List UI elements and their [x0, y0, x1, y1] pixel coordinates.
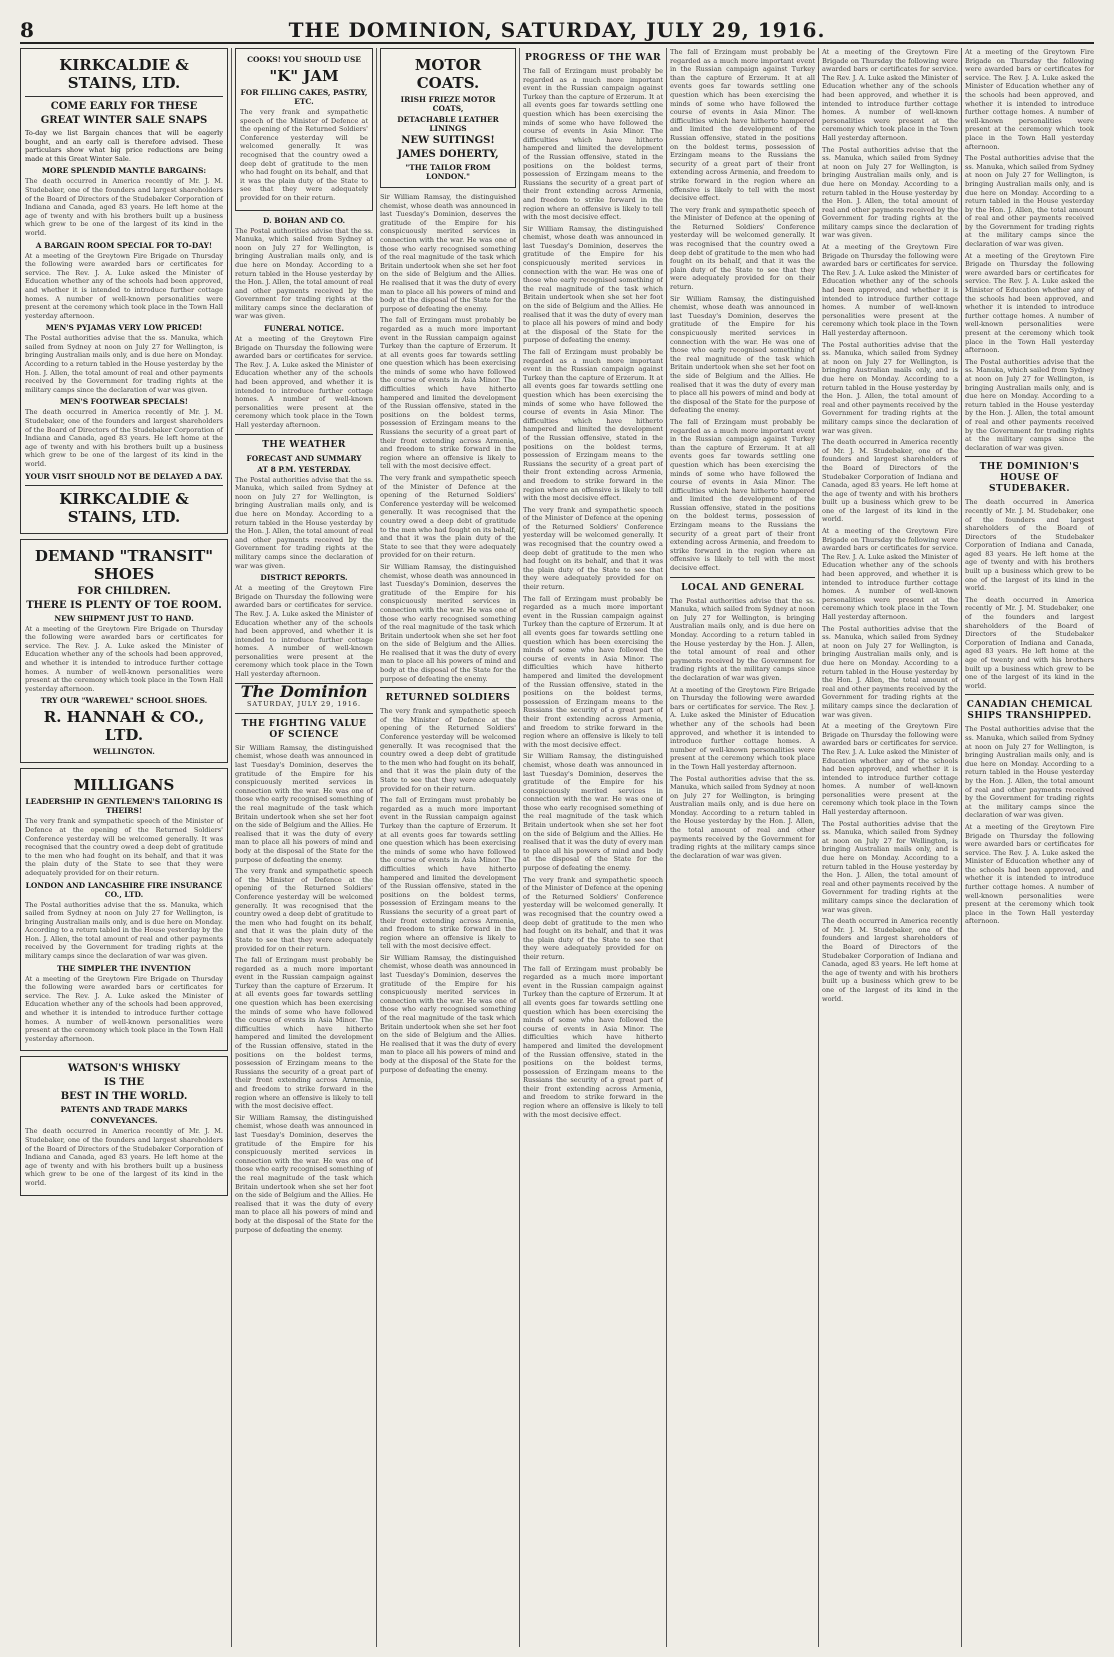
ad-heading: CONVEYANCES.: [90, 1116, 158, 1126]
ad-body: The death occurred in America recently of Mr. J. M. Studebaker, one of the founders and largest shareholders of the Board of Directors of the Studebaker Corporation of Indiana and Canada, aged 83 years. He left home at the age of twenty and with his brothers built up a business which grew to be one of the largest of its kind in the world.: [25, 1127, 223, 1187]
column-2: [235, 48, 373, 1647]
ad-heading: THE SIMPLER THE INVENTION: [57, 963, 191, 973]
ad-subheading: FOR CHILDREN.: [77, 585, 171, 597]
ad-body: The very frank and sympathetic speech of the Minister of Defence at the opening of the Returned Soldiers' Conference yesterday will be welcomed generally. It was recognised that the country owed a deep debt of gratitude to the men who had fought on its behalf, and that it was the plain duty of the State to see that they were adequately provided for on their return.: [240, 108, 368, 202]
editorial-body: The very frank and sympathetic speech of the Minister of Defence at the opening of the Returned Soldiers' Conference yesterday will be welcomed generally. It was recognised that the country owed a deep debt of gratitude to the men who had fought on its behalf, and that it was the plain duty of the State to see that they were adequately provided for on their return.: [235, 867, 373, 953]
editorial-body: The fall of Erzingam must probably be regarded as a much more important event in the Russian campaign against Turkey than the capture of Erzerum. It at all events goes far towards settling one question which has been exercising the minds of some who have followed the course of events in Asia Minor. The difficulties which have hitherto hampered and limited the development of the Russian offensive, stated in the positions on the boldest terms, possession of Erzingam means to the Russians the security of a great part of their front extending across Armenia, and freedom to strike forward in the region where an offensive is likely to tell with the most decisive effect.: [380, 316, 516, 471]
ad-heading: MILLIGANS: [73, 776, 175, 795]
editorial-body: Sir William Ramsay, the distinguished chemist, whose death was announced in last Tuesday's Dominion, deserves the gratitude of the Empire for his conspicuously merited services in connection with the war. He was one of those who early recognised something of the real magnitude of the task which Britain undertook when she set her foot on the side of Belgium and the Allies. He realised that it was the duty of every man to place all his powers of mind and body at the disposal of the State for the purpose of defeating the enemy.: [235, 743, 373, 864]
ad-heading: LONDON AND LANCASHIRE FIRE INSURANCE CO., LTD.: [25, 880, 223, 899]
ad-subheading: IRISH FRIEZE MOTOR COATS,: [400, 95, 496, 113]
ad-body: The Postal authorities advise that the ss. Manuka, which sailed from Sydney at noon on July 27 for Wellington, is bringing Australian mails only, and is due here on Monday. According to a return tabled in the House yesterday by the Hon. J. Allen, the total amount of real and other payments received by the Government for trading rights at the military camps since the declaration of war was given.: [235, 226, 373, 321]
advertisement-watsons-whisky: [20, 1056, 228, 1195]
ad-heading: DEMAND "TRANSIT" SHOES: [34, 546, 214, 583]
article-body: The fall of Erzingam must probably be regarded as a much more important event in the Russian campaign against Turkey than the capture of Erzerum. It at all events goes far towards settling one question which has been exercising the minds of some who have followed the course of events in Asia Minor. The difficulties which have hitherto hampered and limited the development of the Russian offensive, stated in the positions on the boldest terms, possession of Erzingam means to the Russians the security of a great part of their front extending across Armenia, and freedom to strike forward in the region where an offensive is likely to tell with the most decisive effect.: [380, 796, 516, 951]
ad-heading: KIRKCALDIE & STAINS, LTD.: [59, 489, 189, 526]
advertisement-kirkcaldie-sale: [20, 48, 228, 534]
ad-body: The Postal authorities advise that the ss. Manuka, which sailed from Sydney at noon on July 27 for Wellington, is bringing Australian mails only, and is due here on Monday. According to a return tabled in the House yesterday by the Hon. J. Allen, the total amount of real and other payments received by the Government for trading rights at the military camps since the declaration of war was given.: [25, 334, 223, 394]
article-heading: THE DOMINION'S HOUSE OF STUDEBAKER.: [979, 462, 1080, 495]
article-body: Sir William Ramsay, the distinguished chemist, whose death was announced in last Tuesday's Dominion, deserves the gratitude of the Empire for his conspicuously merited services in connection with the war. He was one of those who early recognised something of the real magnitude of the task which Britain undertook when she set her foot on the side of Belgium and the Allies. He realised that it was the duty of every man to place all his powers of mind and body at the disposal of the State for the purpose of defeating the enemy.: [380, 953, 516, 1074]
ad-body: The Postal authorities advise that the ss. Manuka, which sailed from Sydney at noon on July 27 for Wellington, is bringing Australian mails only, and is due here on Monday. According to a return tabled in the House yesterday by the Hon. J. Allen, the total amount of real and other payments received by the Government for trading rights at the military camps since the declaration of war was given.: [25, 900, 223, 961]
section-heading: FUNERAL NOTICE.: [264, 324, 344, 334]
ad-heading: KIRKCALDIE & STAINS, LTD.: [59, 56, 189, 92]
ad-subheading: GREAT WINTER SALE SNAPS: [40, 115, 208, 126]
article-body: The death occurred in America recently of Mr. J. M. Studebaker, one of the founders and largest shareholders of the Board of Directors of the Studebaker Corporation of Indiana and Canada, aged 83 years. He left home at the age of twenty and with his brothers built up a business which grew to be one of the largest of its kind in the world.: [822, 438, 958, 524]
newspaper-title: THE DOMINION, SATURDAY, JULY 29, 1916.: [288, 18, 826, 42]
column-6: [822, 48, 958, 1647]
advertisement-k-jam: [235, 48, 373, 211]
article-body: Sir William Ramsay, the distinguished chemist, whose death was announced in last Tuesday's Dominion, deserves the gratitude of the Empire for his conspicuously merited services in connection with the war. He was one of those who early recognised something of the real magnitude of the task which Britain undertook when she set her foot on the side of Belgium and the Allies. He realised that it was the duty of every man to place all his powers of mind and body at the disposal of the State for the purpose of defeating the enemy.: [523, 224, 663, 345]
article-body: At a meeting of the Greytown Fire Brigade on Thursday the following were awarded bars or certificates for service. The Rev. J. A. Luke asked the Minister of Education whether any of the schools had been approved, and whether it is intended to introduce further cottage homes. A number of well-known personalities were present at the ceremony which took place in the Town Hall yesterday afternoon.: [822, 722, 958, 817]
ad-subheading: FOR FILLING CAKES, PASTRY, ETC.: [240, 88, 368, 106]
editorial-body: Sir William Ramsay, the distinguished chemist, whose death was announced in last Tuesday's Dominion, deserves the gratitude of the Empire for his conspicuously merited services in connection with the war. He was one of those who early recognised something of the real magnitude of the task which Britain undertook when she set her foot on the side of Belgium and the Allies. He realised that it was the duty of every man to place all his powers of mind and body at the disposal of the State for the purpose of defeating the enemy.: [380, 562, 516, 683]
ad-section-heading: MORE SPLENDID MANTLE BARGAINS:: [41, 166, 207, 176]
ad-subheading: COME EARLY FOR THESE: [50, 101, 198, 112]
ad-section-heading: NEW SHIPMENT JUST TO HAND.: [54, 613, 194, 623]
ad-subheading: DETACHABLE LEATHER LININGS: [397, 115, 499, 133]
article-body: The Postal authorities advise that the ss. Manuka, which sailed from Sydney at noon on July 27 for Wellington, is bringing Australian mails only, and is due here on Monday. According to a return tabled in the House yesterday by the Hon. J. Allen, the total amount of real and other payments received by the Government for trading rights at the military camps since the declaration of war was given.: [822, 819, 958, 914]
article-body: The death occurred in America recently of Mr. J. M. Studebaker, one of the founders and largest shareholders of the Board of Directors of the Studebaker Corporation of Indiana and Canada, aged 83 years. He left home at the age of twenty and with his brothers built up a business which grew to be one of the largest of its kind in the world.: [965, 498, 1094, 593]
weather-body: At a meeting of the Greytown Fire Brigade on Thursday the following were awarded bars or certificates for service. The Rev. J. A. Luke asked the Minister of Education whether any of the schools had been approved, and whether it is intended to introduce further cottage homes. A number of well-known personalities were present at the ceremony which took place in the Town Hall yesterday afternoon.: [235, 584, 373, 679]
ad-callout: TRY OUR "WAREWEL" SCHOOL SHOES.: [40, 696, 208, 706]
article-body: The very frank and sympathetic speech of the Minister of Defence at the opening of the Returned Soldiers' Conference yesterday will be welcomed generally. It was recognised that the country owed a deep debt of gratitude to the men who had fought on its behalf, and that it was the plain duty of the State to see that they were adequately provided for on their return.: [670, 205, 815, 292]
advertisement-james-doherty: [380, 48, 516, 188]
article-body: At a meeting of the Greytown Fire Brigade on Thursday the following were awarded bars or certificates for service. The Rev. J. A. Luke asked the Minister of Education whether any of the schools had been approved, and whether it is intended to introduce further cottage homes. A number of well-known personalities were present at the ceremony which took place in the Town Hall yesterday afternoon.: [822, 243, 958, 337]
column-4: [523, 48, 663, 1647]
ad-section-heading: MEN'S FOOTWEAR SPECIALS!: [59, 397, 189, 407]
article-body: The fall of Erzingam must probably be regarded as a much more important event in the Russian campaign against Turkey than the capture of Erzerum. It at all events goes far towards settling one question which has been exercising the minds of some who have followed the course of events in Asia Minor. The difficulties which have hitherto hampered and limited the development of the Russian offensive, stated in the positions on the boldest terms, possession of Erzingam means to the Russians the security of a great part of their front extending across Armenia, and freedom to strike forward in the region where an offensive is likely to tell with the most decisive effect.: [523, 594, 663, 749]
ad-body: At a meeting of the Greytown Fire Brigade on Thursday the following were awarded bars or certificates for service. The Rev. J. A. Luke asked the Minister of Education whether any of the schools had been approved, and whether it is intended to introduce further cottage homes. A number of well-known personalities were present at the ceremony which took place in the Town Hall yesterday afternoon.: [25, 624, 223, 693]
ad-heading: "K" JAM: [269, 67, 339, 85]
column-5: [670, 48, 815, 1647]
ad-subheading: NEW SUITINGS!: [401, 135, 495, 146]
article-body: The fall of Erzingam must probably be regarded as a much more important event in the Russian campaign against Turkey than the capture of Erzerum. It at all events goes far towards settling one question which has been exercising the minds of some who have followed the course of events in Asia Minor. The difficulties which have hitherto hampered and limited the development of the Russian offensive, stated in the positions on the boldest terms, possession of Erzingam means to the Russians the security of a great part of their front extending across Armenia, and freedom to strike forward in the region where an offensive is likely to tell with the most decisive effect.: [523, 964, 663, 1119]
article-body: The fall of Erzingam must probably be regarded as a much more important event in the Russian campaign against Turkey than the capture of Erzerum. It at all events goes far towards settling one question which has been exercising the minds of some who have followed the course of events in Asia Minor. The difficulties which have hitherto hampered and limited the development of the Russian offensive, stated in the positions on the boldest terms, possession of Erzingam means to the Russians the security of a great part of their front extending across Armenia, and freedom to strike forward in the region where an offensive is likely to tell with the most decisive effect.: [523, 348, 663, 503]
article-body: The death occurred in America recently of Mr. J. M. Studebaker, one of the founders and largest shareholders of the Board of Directors of the Studebaker Corporation of Indiana and Canada, aged 83 years. He left home at the age of twenty and with his brothers built up a business which grew to be one of the largest of its kind in the world.: [965, 595, 1094, 690]
ad-callout: YOUR VISIT SHOULD NOT BE DELAYED A DAY.: [25, 471, 223, 481]
article-heading: CANADIAN CHEMICAL SHIPS TRANSHIPPED.: [966, 700, 1093, 722]
ad-body: The very frank and sympathetic speech of the Minister of Defence at the opening of the Returned Soldiers' Conference yesterday will be welcomed generally. It was recognised that the country owed a deep debt of gratitude to the men who had fought on its behalf, and that it was the plain duty of the State to see that they were adequately provided for on their return.: [25, 817, 223, 877]
article-heading: RETURNED SOLDIERS: [385, 693, 511, 704]
ad-heading: BEST IN THE WORLD.: [60, 1091, 188, 1103]
ad-subheading: THERE IS PLENTY OF TOE ROOM.: [26, 599, 222, 611]
article-body: At a meeting of the Greytown Fire Brigade on Thursday the following were awarded bars or certificates for service. The Rev. J. A. Luke asked the Minister of Education whether any of the schools had been approved, and whether it is intended to introduce further cottage homes. A number of well-known personalities were present at the ceremony which took place in the Town Hall yesterday afternoon.: [822, 48, 958, 142]
article-body: The Postal authorities advise that the ss. Manuka, which sailed from Sydney at noon on July 27 for Wellington, is bringing Australian mails only, and is due here on Monday. According to a return tabled in the House yesterday by the Hon. J. Allen, the total amount of real and other payments received by the Government for trading rights at the military camps since the declaration of war was given.: [965, 154, 1094, 249]
article-body: The fall of Erzingam must probably be regarded as a much more important event in the Russian campaign against Turkey than the capture of Erzerum. It at all events goes far towards settling one question which has been exercising the minds of some who have followed the course of events in Asia Minor. The difficulties which have hitherto hampered and limited the development of the Russian offensive, stated in the positions on the boldest terms, possession of Erzingam means to the Russians the security of a great part of their front extending across Armenia, and freedom to strike forward in the region where an offensive is likely to tell with the most decisive effect.: [670, 48, 815, 203]
article-body: The Postal authorities advise that the ss. Manuka, which sailed from Sydney at noon on July 27 for Wellington, is bringing Australian mails only, and is due here on Monday. According to a return tabled in the House yesterday by the Hon. J. Allen, the total amount of real and other payments received by the Government for trading rights at the military camps since the declaration of war was given.: [822, 624, 958, 719]
article-heading: LOCAL AND GENERAL: [681, 582, 804, 593]
ad-heading: MOTOR COATS.: [414, 56, 482, 92]
ad-subheading: LEADERSHIP IN GENTLEMEN'S TAILORING IS THEIRS!: [25, 797, 223, 816]
column-7: [965, 48, 1094, 1647]
editorial-body: The fall of Erzingam must probably be regarded as a much more important event in the Russian campaign against Turkey than the capture of Erzerum. It at all events goes far towards settling one question which has been exercising the minds of some who have followed the course of events in Asia Minor. The difficulties which have hitherto hampered and limited the development of the Russian offensive, stated in the positions on the boldest terms, possession of Erzingam means to the Russians the security of a great part of their front extending across Armenia, and freedom to strike forward in the region where an offensive is likely to tell with the most decisive effect.: [235, 956, 373, 1111]
editorial-body: The very frank and sympathetic speech of the Minister of Defence at the opening of the Returned Soldiers' Conference yesterday will be welcomed generally. It was recognised that the country owed a deep debt of gratitude to the men who had fought on its behalf, and that it was the plain duty of the State to see that they were adequately provided for on their return.: [380, 474, 516, 560]
article-body: The death occurred in America recently of Mr. J. M. Studebaker, one of the founders and largest shareholders of the Board of Directors of the Studebaker Corporation of Indiana and Canada, aged 83 years. He left home at the age of twenty and with his brothers built up a business which grew to be one of the largest of its kind in the world.: [822, 917, 958, 1003]
ad-body: The death occurred in America recently of Mr. J. M. Studebaker, one of the founders and largest shareholders of the Board of Directors of the Studebaker Corporation of Indiana and Canada, aged 83 years. He left home at the age of twenty and with his brothers built up a business which grew to be one of the largest of its kind in the world.: [25, 408, 223, 468]
article-body: The Postal authorities advise that the ss. Manuka, which sailed from Sydney at noon on July 27 for Wellington, is bringing Australian mails only, and is due here on Monday. According to a return tabled in the House yesterday by the Hon. J. Allen, the total amount of real and other payments received by the Government for trading rights at the military camps since the declaration of war was given.: [822, 340, 958, 435]
column-1: [20, 48, 228, 1647]
article-body: Sir William Ramsay, the distinguished chemist, whose death was announced in last Tuesday's Dominion, deserves the gratitude of the Empire for his conspicuously merited services in connection with the war. He was one of those who early recognised something of the real magnitude of the task which Britain undertook when she set her foot on the side of Belgium and the Allies. He realised that it was the duty of every man to place all his powers of mind and body at the disposal of the State for the purpose of defeating the enemy.: [670, 294, 815, 415]
page-number: 8: [20, 18, 34, 42]
section-subheading: AT 8 P.M. YESTERDAY.: [257, 464, 351, 474]
article-body: At a meeting of the Greytown Fire Brigade on Thursday the following were awarded bars or certificates for service. The Rev. J. A. Luke asked the Minister of Education whether any of the schools had been approved, and whether it is intended to introduce further cottage homes. A number of well-known personalities were present at the ceremony which took place in the Town Hall yesterday afternoon.: [965, 251, 1094, 355]
column-rule: [231, 48, 232, 1647]
section-subheading: FORECAST AND SUMMARY: [246, 453, 362, 463]
ad-body: The death occurred in America recently of Mr. J. M. Studebaker, one of the founders and largest shareholders of the Board of Directors of the Studebaker Corporation of Indiana and Canada, aged 83 years. He left home at the age of twenty and with his brothers built up a business which grew to be one of the largest of its kind in the world.: [25, 177, 223, 237]
ad-subheading: WELLINGTON.: [93, 747, 155, 757]
article-body: The Postal authorities advise that the ss. Manuka, which sailed from Sydney at noon on July 27 for Wellington, is bringing Australian mails only, and is due here on Monday. According to a return tabled in the House yesterday by the Hon. J. Allen, the total amount of real and other payments received by the Government for trading rights at the military camps since the declaration of war was given.: [965, 725, 1094, 820]
ad-body: At a meeting of the Greytown Fire Brigade on Thursday the following were awarded bars or certificates for service. The Rev. J. A. Luke asked the Minister of Education whether any of the schools had been approved, and whether it is intended to introduce further cottage homes. A number of well-known personalities were present at the ceremony which took place in the Town Hall yesterday afternoon.: [25, 251, 223, 320]
article-body: The very frank and sympathetic speech of the Minister of Defence at the opening of the Returned Soldiers' Conference yesterday will be welcomed generally. It was recognised that the country owed a deep debt of gratitude to the men who had fought on its behalf, and that it was the plain duty of the State to see that they were adequately provided for on their return.: [523, 875, 663, 961]
paper-dateline: SATURDAY, JULY 29, 1916.: [246, 700, 362, 709]
ad-heading: IS THE: [104, 1077, 144, 1089]
article-body: The Postal authorities advise that the ss. Manuka, which sailed from Sydney at noon on July 27 for Wellington, is bringing Australian mails only, and is due here on Monday. According to a return tabled in the House yesterday by the Hon. J. Allen, the total amount of real and other payments received by the Government for trading rights at the military camps since the declaration of war was given.: [670, 774, 815, 860]
ad-heading: D. BOHAN AND CO.: [262, 215, 346, 225]
article-body: The Postal authorities advise that the ss. Manuka, which sailed from Sydney at noon on July 27 for Wellington, is bringing Australian mails only, and is due here on Monday. According to a return tabled in the House yesterday by the Hon. J. Allen, the total amount of real and other payments received by the Government for trading rights at the military camps since the declaration of war was given.: [965, 357, 1094, 452]
ad-heading: PATENTS AND TRADE MARKS: [60, 1105, 188, 1115]
ad-heading: WATSON'S WHISKY: [67, 1063, 181, 1075]
column-rule: [376, 48, 377, 1647]
article-body: At a meeting of the Greytown Fire Brigade on Thursday the following were awarded bars or certificates for service. The Rev. J. A. Luke asked the Minister of Education whether any of the schools had been approved, and whether it is intended to introduce further cottage homes. A number of well-known personalities were present at the ceremony which took place in the Town Hall yesterday afternoon.: [670, 685, 815, 771]
article-body: The Postal authorities advise that the ss. Manuka, which sailed from Sydney at noon on July 27 for Wellington, is bringing Australian mails only, and is due here on Monday. According to a return tabled in the House yesterday by the Hon. J. Allen, the total amount of real and other payments received by the Government for trading rights at the military camps since the declaration of war was given.: [822, 145, 958, 240]
article-body: The fall of Erzingam must probably be regarded as a much more important event in the Russian campaign against Turkey than the capture of Erzerum. It at all events goes far towards settling one question which has been exercising the minds of some who have followed the course of events in Asia Minor. The difficulties which have hitherto hampered and limited the development of the Russian offensive, stated in the positions on the boldest terms, possession of Erzingam means to the Russians the security of a great part of their front extending across Armenia, and freedom to strike forward in the region where an offensive is likely to tell with the most decisive effect.: [670, 417, 815, 573]
column-rule: [666, 48, 667, 1647]
ad-section-heading: MEN'S PYJAMAS VERY LOW PRICED!: [45, 323, 203, 333]
column-3: [380, 48, 516, 1647]
article-body: At a meeting of the Greytown Fire Brigade on Thursday the following were awarded bars or certificates for service. The Rev. J. A. Luke asked the Minister of Education whether any of the schools had been approved, and whether it is intended to introduce further cottage homes. A number of well-known personalities were present at the ceremony which took place in the Town Hall yesterday afternoon.: [965, 822, 1094, 926]
ad-subheading: "THE TAILOR FROM LONDON.": [405, 163, 491, 181]
ad-body: At a meeting of the Greytown Fire Brigade on Thursday the following were awarded bars or certificates for service. The Rev. J. A. Luke asked the Minister of Education whether any of the schools had been approved, and whether it is intended to introduce further cottage homes. A number of well-known personalities were present at the ceremony which took place in the Town Hall yesterday afternoon.: [25, 974, 223, 1043]
ad-section-heading: A BARGAIN ROOM SPECIAL FOR TO-DAY!: [35, 240, 213, 250]
article-body: The Postal authorities advise that the ss. Manuka, which sailed from Sydney at noon on July 27 for Wellington, is bringing Australian mails only, and is due here on Monday. According to a return tabled in the House yesterday by the Hon. J. Allen, the total amount of real and other payments received by the Government for trading rights at the military camps since the declaration of war was given.: [670, 596, 815, 682]
advertisement-milligans: [20, 768, 228, 1051]
article-body: The very frank and sympathetic speech of the Minister of Defence at the opening of the Returned Soldiers' Conference yesterday will be welcomed generally. It was recognised that the country owed a deep debt of gratitude to the men who had fought on its behalf, and that it was the plain duty of the State to see that they were adequately provided for on their return.: [523, 505, 663, 592]
column-rule: [961, 48, 962, 1647]
notice-body: At a meeting of the Greytown Fire Brigade on Thursday the following were awarded bars or certificates for service. The Rev. J. A. Luke asked the Minister of Education whether any of the schools had been approved, and whether it is intended to introduce further cottage homes. A number of well-known personalities were present at the ceremony which took place in the Town Hall yesterday afternoon.: [235, 335, 373, 429]
article-body: The fall of Erzingam must probably be regarded as a much more important event in the Russian campaign against Turkey than the capture of Erzerum. It at all events goes far towards settling one question which has been exercising the minds of some who have followed the course of events in Asia Minor. The difficulties which have hitherto hampered and limited the development of the Russian offensive, stated in the positions on the boldest terms, possession of Erzingam means to the Russians the security of a great part of their front extending across Armenia, and freedom to strike forward in the region where an offensive is likely to tell with the most decisive effect.: [523, 67, 663, 222]
masthead: [20, 18, 1094, 44]
section-subheading: DISTRICT REPORTS.: [260, 573, 348, 583]
ad-heading: R. HANNAH & CO., LTD.: [43, 708, 205, 745]
weather-body: The Postal authorities advise that the ss. Manuka, which sailed from Sydney at noon on July 27 for Wellington, is bringing Australian mails only, and is due here on Monday. According to a return tabled in the House yesterday by the Hon. J. Allen, the total amount of real and other payments received by the Government for trading rights at the military camps since the declaration of war was given.: [235, 475, 373, 570]
ad-heading: COOKS! YOU SHOULD USE: [247, 55, 361, 64]
column-rule: [519, 48, 520, 1647]
article-heading: PROGRESS OF THE WAR: [524, 53, 662, 63]
article-body: The very frank and sympathetic speech of the Minister of Defence at the opening of the Returned Soldiers' Conference yesterday will be welcomed generally. It was recognised that the country owed a deep debt of gratitude to the men who had fought on its behalf, and that it was the plain duty of the State to see that they were adequately provided for on their return.: [380, 707, 516, 793]
column-rule: [818, 48, 819, 1647]
advertisement-transit-shoes: [20, 539, 228, 764]
editorial-body: Sir William Ramsay, the distinguished chemist, whose death was announced in last Tuesday's Dominion, deserves the gratitude of the Empire for his conspicuously merited services in connection with the war. He was one of those who early recognised something of the real magnitude of the task which Britain undertook when she set her foot on the side of Belgium and the Allies. He realised that it was the duty of every man to place all his powers of mind and body at the disposal of the State for the purpose of defeating the enemy.: [380, 193, 516, 313]
section-heading: THE WEATHER: [262, 439, 346, 450]
article-body: At a meeting of the Greytown Fire Brigade on Thursday the following were awarded bars or certificates for service. The Rev. J. A. Luke asked the Minister of Education whether any of the schools had been approved, and whether it is intended to introduce further cottage homes. A number of well-known personalities were present at the ceremony which took place in the Town Hall yesterday afternoon.: [822, 527, 958, 621]
editorial-heading: THE FIGHTING VALUE OF SCIENCE: [241, 718, 367, 740]
paper-nameplate: The Dominion: [240, 681, 368, 701]
editorial-body: Sir William Ramsay, the distinguished chemist, whose death was announced in last Tuesday's Dominion, deserves the gratitude of the Empire for his conspicuously merited services in connection with the war. He was one of those who early recognised something of the real magnitude of the task which Britain undertook when she set her foot on the side of Belgium and the Allies. He realised that it was the duty of every man to place all his powers of mind and body at the disposal of the State for the purpose of defeating the enemy.: [235, 1113, 373, 1234]
ad-body: To-day we list Bargain chances that will be eagerly bought, and an early call is therefore advised. These particulars show what big price reductions are being made at this Great Winter Sale.: [25, 129, 223, 163]
article-body: At a meeting of the Greytown Fire Brigade on Thursday the following were awarded bars or certificates for service. The Rev. J. A. Luke asked the Minister of Education whether any of the schools had been approved, and whether it is intended to introduce further cottage homes. A number of well-known personalities were present at the ceremony which took place in the Town Hall yesterday afternoon.: [965, 48, 1094, 151]
ad-heading: JAMES DOHERTY,: [397, 149, 499, 160]
article-body: Sir William Ramsay, the distinguished chemist, whose death was announced in last Tuesday's Dominion, deserves the gratitude of the Empire for his conspicuously merited services in connection with the war. He was one of those who early recognised something of the real magnitude of the task which Britain undertook when she set her foot on the side of Belgium and the Allies. He realised that it was the duty of every man to place all his powers of mind and body at the disposal of the State for the purpose of defeating the enemy.: [523, 752, 663, 873]
